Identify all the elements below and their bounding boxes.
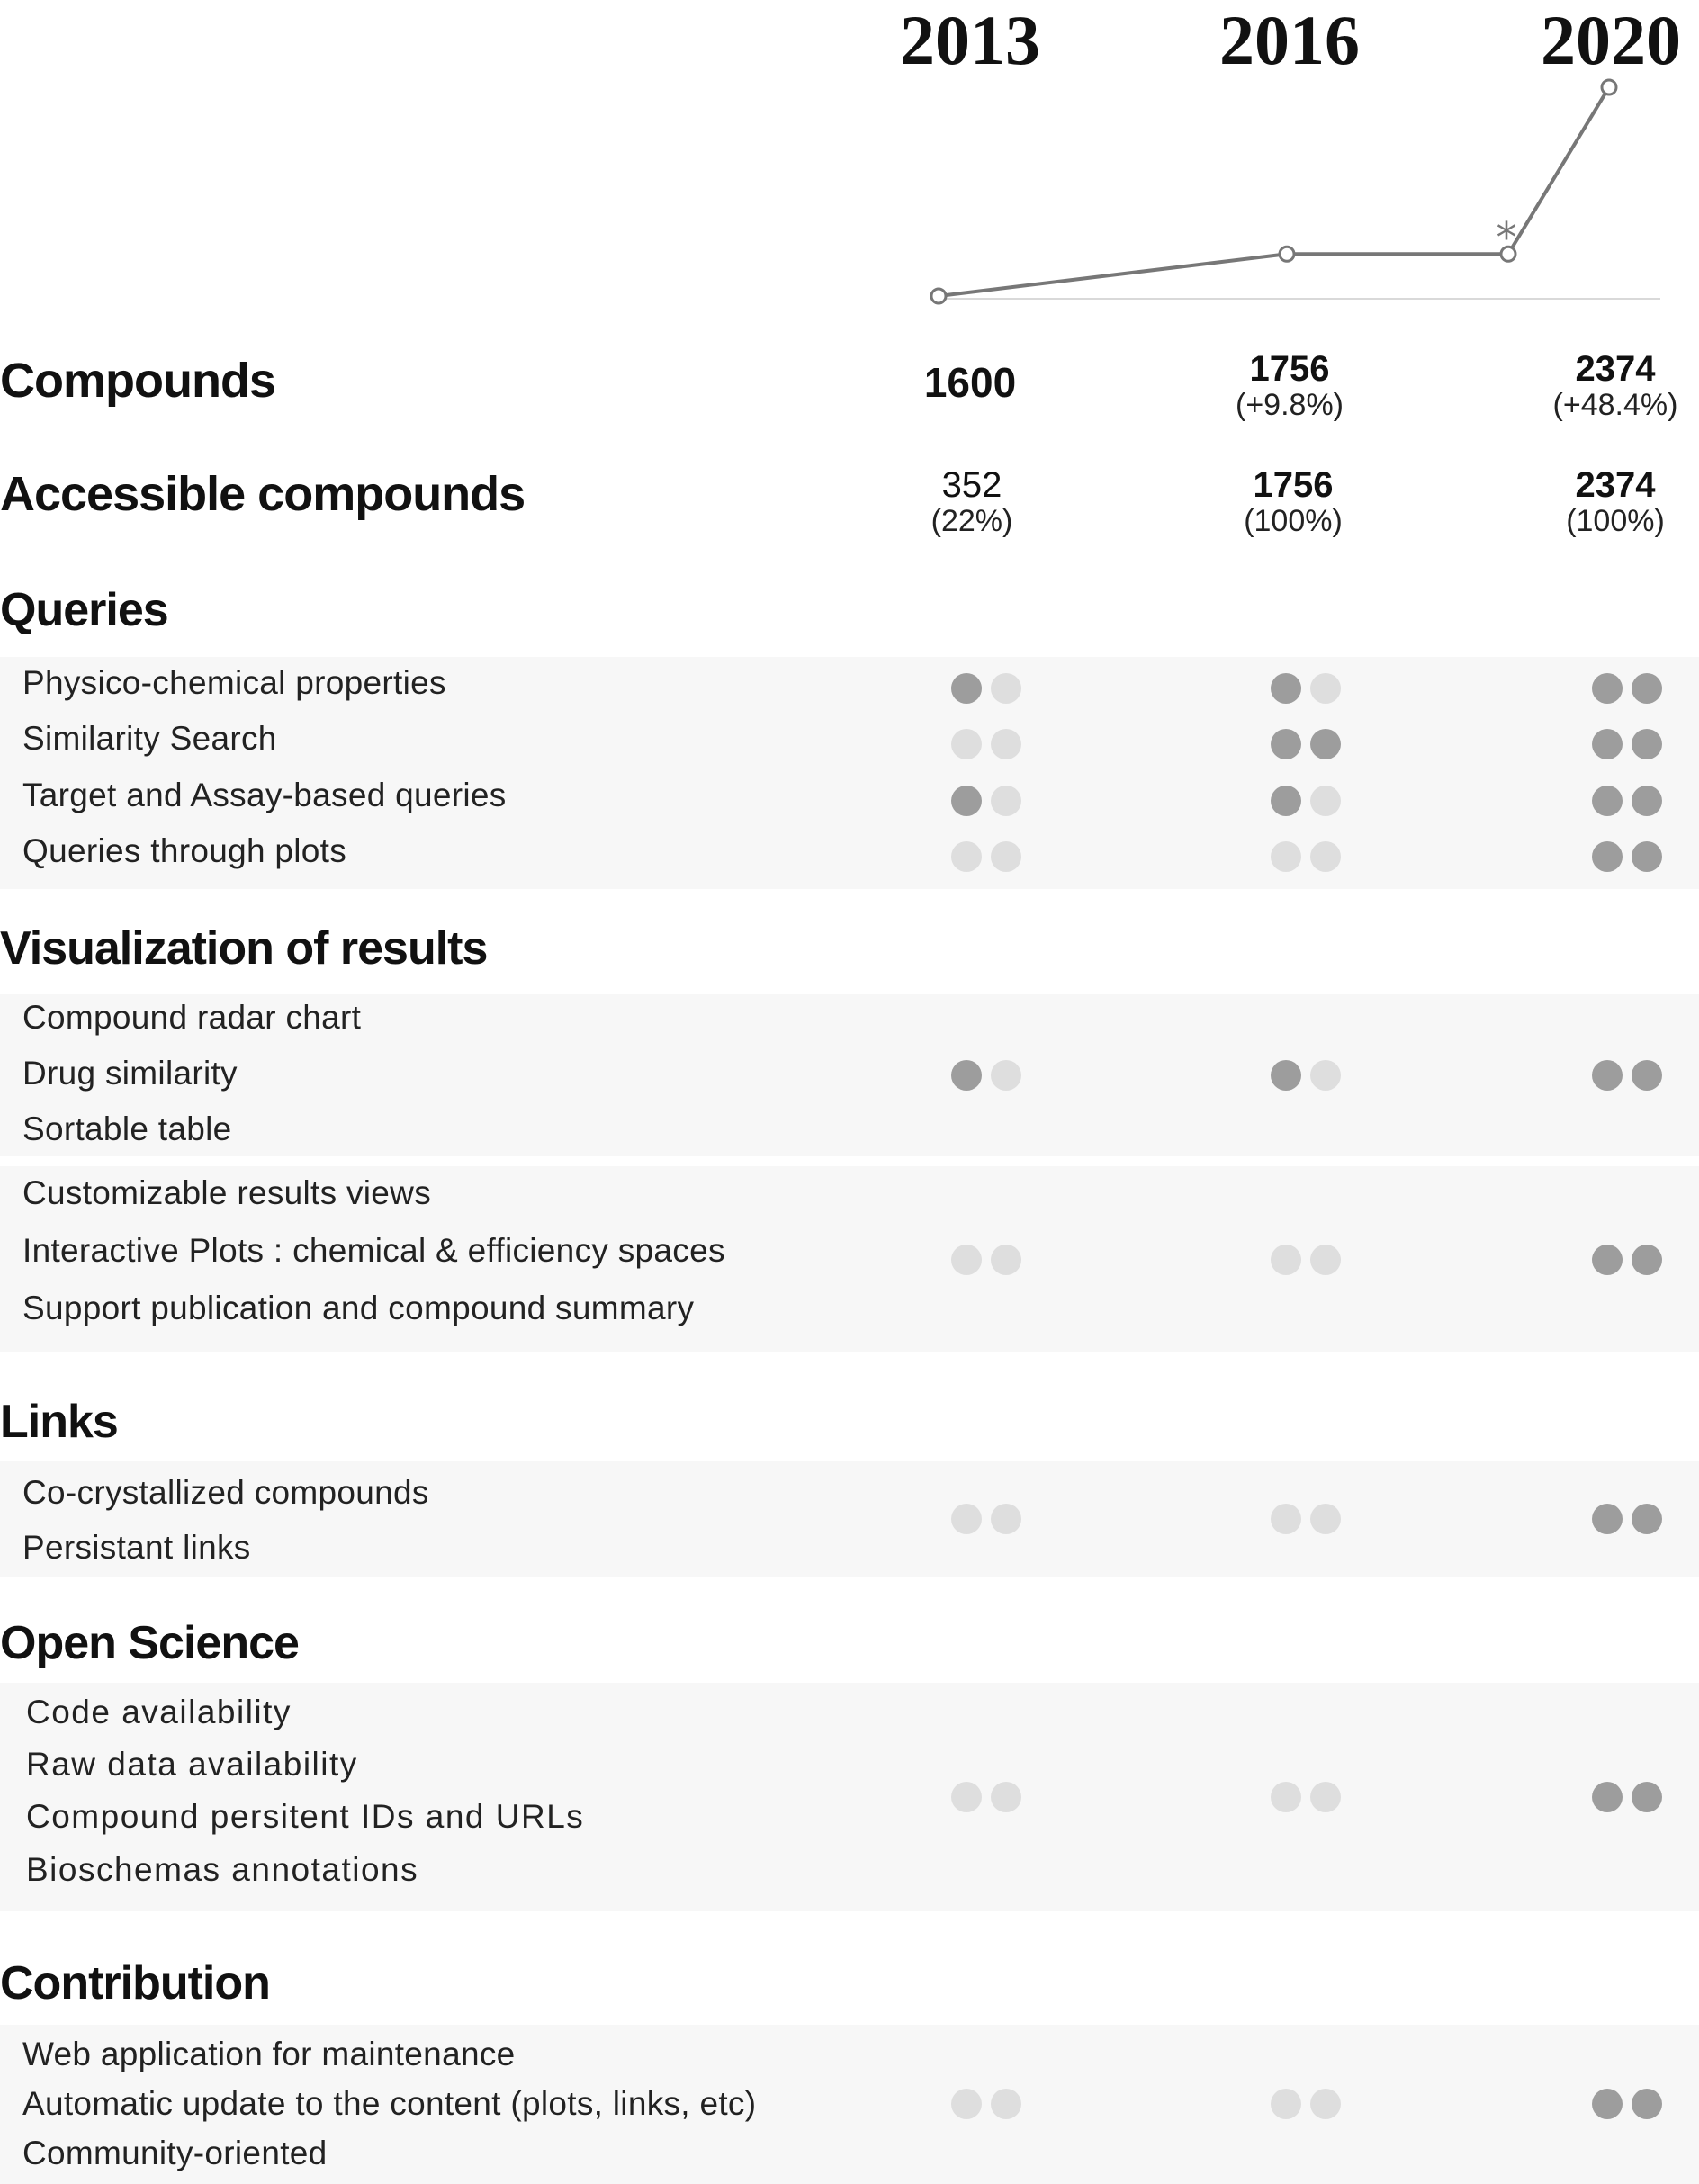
score-dot-filled	[1592, 1060, 1623, 1091]
feature-label: Drug similarity	[22, 1055, 238, 1092]
score-dot-empty	[991, 673, 1021, 704]
score-dot-empty	[1310, 1060, 1341, 1091]
score-dot-filled	[1632, 1060, 1662, 1091]
score-dot-empty	[951, 1782, 982, 1812]
accessible-2013	[855, 466, 1089, 538]
score-dot-filled	[1310, 729, 1341, 759]
trend-point-2020	[1602, 80, 1616, 94]
section-title-queries: Queries	[0, 584, 168, 636]
section-title-visualization: Visualization of results	[0, 922, 488, 975]
score-dot-filled	[1592, 2089, 1623, 2119]
year-header-2013: 2013	[900, 1, 1040, 79]
feature-label: Web application for maintenance	[22, 2036, 516, 2072]
year-header-2020: 2020	[1541, 1, 1681, 79]
compounds-2013-value: 1600	[923, 359, 1017, 406]
score-dot-filled	[1632, 729, 1662, 759]
score-dot-filled	[1632, 786, 1662, 816]
score-dot-empty	[1271, 1245, 1301, 1275]
score-dot-empty	[1271, 1782, 1301, 1812]
trend-series-line	[939, 87, 1609, 296]
compounds-2013	[853, 359, 1087, 406]
score-dot-empty	[951, 1245, 982, 1275]
feature-label: Code availability	[26, 1694, 292, 1730]
feature-label: Compound persitent IDs and URLs	[26, 1798, 585, 1835]
score-dot-empty	[1271, 1504, 1301, 1534]
score-dot-empty	[1271, 2089, 1301, 2119]
score-dot-filled	[1271, 1060, 1301, 1091]
section-title-open-science: Open Science	[0, 1617, 299, 1669]
score-dot-filled	[1632, 1245, 1662, 1275]
feature-label: Co-crystallized compounds	[22, 1474, 429, 1511]
trend-point-2016	[1280, 247, 1294, 261]
score-dot-filled	[951, 673, 982, 704]
score-dot-filled	[951, 1060, 982, 1091]
score-dot-filled	[1592, 673, 1623, 704]
score-dot-empty	[991, 841, 1021, 872]
compounds-label: Compounds	[0, 354, 275, 408]
compounds-2016	[1173, 350, 1407, 422]
score-dot-filled	[1592, 786, 1623, 816]
accessible-2016-share: (100%)	[1244, 504, 1343, 538]
compounds-2016-change: (+9.8%)	[1236, 388, 1344, 422]
section-title-links: Links	[0, 1396, 118, 1448]
score-dot-filled	[1271, 729, 1301, 759]
feature-label: Community-oriented	[22, 2135, 328, 2171]
feature-label: Automatic update to the content (plots, links, etc)	[22, 2085, 757, 2122]
score-dot-filled	[1632, 1504, 1662, 1534]
accessible-2020	[1498, 466, 1699, 538]
accessible-2013-value: 352	[941, 465, 1002, 505]
score-dot-empty	[1271, 841, 1301, 872]
trend-annotation-asterisk: *	[1496, 213, 1517, 263]
compounds-2020-value: 2374	[1575, 349, 1656, 389]
compound-trend-chart	[0, 0, 1699, 324]
section-title-contribution: Contribution	[0, 1957, 270, 2009]
score-dot-filled	[1632, 841, 1662, 872]
score-dot-empty	[951, 729, 982, 759]
feature-label: Support publication and compound summary	[22, 1290, 695, 1326]
score-dot-empty	[991, 729, 1021, 759]
score-dot-filled	[1632, 1782, 1662, 1812]
feature-label: Interactive Plots : chemical & efficiency spaces	[22, 1232, 725, 1269]
score-dot-empty	[1310, 841, 1341, 872]
score-dot-empty	[951, 2089, 982, 2119]
score-dot-empty	[991, 1245, 1021, 1275]
score-dot-filled	[1592, 1245, 1623, 1275]
score-dot-empty	[1310, 2089, 1341, 2119]
feature-label: Bioschemas annotations	[26, 1851, 419, 1888]
compounds-2020-change: (+48.4%)	[1552, 388, 1678, 422]
feature-label: Similarity Search	[22, 720, 277, 757]
score-dot-empty	[991, 1060, 1021, 1091]
score-dot-filled	[1592, 729, 1623, 759]
trend-point-2013	[931, 289, 946, 303]
compounds-2020	[1498, 350, 1699, 422]
feature-label: Physico-chemical properties	[22, 664, 446, 701]
score-dot-filled	[1271, 673, 1301, 704]
accessible-compounds-label: Accessible compounds	[0, 467, 526, 521]
score-dot-filled	[1271, 786, 1301, 816]
feature-label: Sortable table	[22, 1110, 232, 1147]
accessible-2020-share: (100%)	[1566, 504, 1665, 538]
score-dot-empty	[991, 1782, 1021, 1812]
score-dot-filled	[1592, 1504, 1623, 1534]
score-dot-empty	[1310, 1245, 1341, 1275]
feature-label: Persistant links	[22, 1529, 251, 1566]
score-dot-empty	[1310, 786, 1341, 816]
accessible-2016	[1176, 466, 1410, 538]
feature-label: Raw data availability	[26, 1746, 358, 1783]
accessible-2013-share: (22%)	[930, 504, 1013, 538]
feature-label: Customizable results views	[22, 1174, 432, 1211]
score-dot-empty	[991, 1504, 1021, 1534]
feature-label: Target and Assay-based queries	[22, 777, 507, 813]
score-dot-empty	[951, 841, 982, 872]
score-dot-empty	[1310, 1782, 1341, 1812]
score-dot-empty	[991, 786, 1021, 816]
accessible-2020-value: 2374	[1575, 465, 1656, 505]
feature-label: Compound radar chart	[22, 999, 362, 1036]
score-dot-empty	[1310, 1504, 1341, 1534]
score-dot-filled	[1592, 1782, 1623, 1812]
compounds-2016-value: 1756	[1249, 349, 1330, 389]
score-dot-filled	[1632, 2089, 1662, 2119]
year-header-2016: 2016	[1219, 1, 1360, 79]
feature-label: Queries through plots	[22, 832, 347, 869]
score-dot-filled	[1592, 841, 1623, 872]
score-dot-filled	[951, 786, 982, 816]
score-dot-filled	[1632, 673, 1662, 704]
score-dot-empty	[1310, 673, 1341, 704]
score-dot-empty	[991, 2089, 1021, 2119]
accessible-2016-value: 1756	[1253, 465, 1334, 505]
score-dot-empty	[951, 1504, 982, 1534]
